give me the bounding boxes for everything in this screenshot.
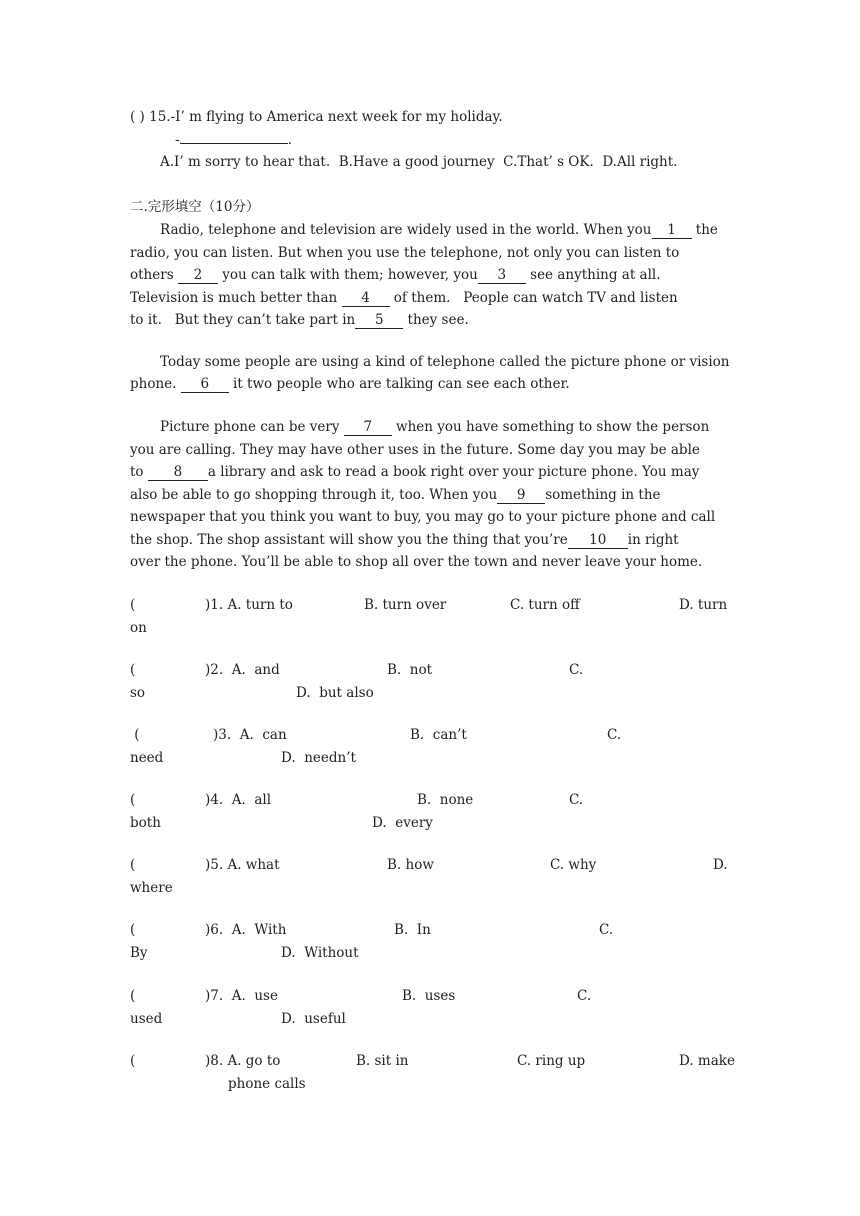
passage-line: you are calling. They may have other uses in the future. Some day you may be able <box>130 442 700 458</box>
question-number: )5. A. what <box>205 857 280 873</box>
passage-line: newspaper that you think you want to buy, you may go to your picture phone and call <box>130 509 716 525</box>
option-d: D. <box>713 857 728 873</box>
question-number: )8. A. go to <box>205 1053 281 1069</box>
passage-line <box>130 266 661 284</box>
answer-paren[interactable]: ( <box>130 662 136 678</box>
question-number: )4. A. all <box>205 792 272 808</box>
blank-6[interactable]: 6 <box>181 377 229 393</box>
q15-stem: ( ) 15.-I’ m flying to America next week for my holiday. <box>130 109 503 125</box>
answer-paren[interactable]: ( <box>130 922 136 938</box>
question-number: )6. A. With <box>205 922 287 938</box>
option-b: B. not <box>387 662 433 678</box>
option-c: C. <box>569 662 584 678</box>
question-number: )2. A. and <box>205 662 280 678</box>
option-b: B. turn over <box>364 597 447 613</box>
option-b: B. sit in <box>356 1053 409 1069</box>
answer-paren[interactable]: ( <box>130 727 140 743</box>
option-d: D. useful <box>281 1011 346 1027</box>
passage-text: phone. <box>130 376 181 392</box>
passage-text: in right <box>627 532 679 548</box>
option-c: C. why <box>550 857 597 873</box>
option-d: D. every <box>372 815 433 831</box>
passage-line: radio, you can listen. But when you use the telephone, not only you can listen to <box>130 245 680 261</box>
passage-text: Radio, telephone and television are widely used in the world. When you <box>160 222 652 238</box>
passage-text: see anything at all. <box>525 267 661 283</box>
passage-text: the <box>691 222 718 238</box>
option-d: D. Without <box>281 945 359 961</box>
option-c: C. ring up <box>517 1053 586 1069</box>
passage-text: Television is much better than <box>130 290 342 306</box>
passage-text: to it. But they can’t take part in <box>130 312 356 328</box>
passage-text: others <box>130 267 178 283</box>
question-number: )3. A. can <box>213 727 287 743</box>
answer-paren[interactable]: ( <box>130 597 136 613</box>
blank-10[interactable]: 10 <box>568 533 628 549</box>
option-b: B. uses <box>402 988 456 1004</box>
passage-line <box>130 289 678 307</box>
option-d: D. but also <box>296 685 374 701</box>
option-wrap: both <box>130 815 161 831</box>
passage-line <box>160 221 718 239</box>
answer-paren[interactable]: ( <box>130 1053 136 1069</box>
blank-7[interactable]: 7 <box>344 420 392 436</box>
option-b: B. none <box>417 792 474 808</box>
blank-4[interactable]: 4 <box>342 291 390 307</box>
passage-line <box>130 375 570 393</box>
option-b: B. In <box>394 922 431 938</box>
q15-reply-line <box>175 131 292 149</box>
passage-line: over the phone. You’ll be able to shop all over the town and never leave your home. <box>130 554 703 570</box>
passage-text: a library and ask to read a book right over your picture phone. You may <box>207 464 700 480</box>
passage-text: something in the <box>545 487 661 503</box>
passage-line <box>130 531 679 549</box>
q15-reply-dash: - <box>175 132 180 148</box>
passage-line <box>160 418 709 436</box>
blank-5[interactable]: 5 <box>355 313 403 329</box>
option-wrap: on <box>130 620 147 636</box>
option-c: C. <box>599 922 614 938</box>
option-wrap: used <box>130 1011 163 1027</box>
passage-text: of them. People can watch TV and listen <box>389 290 678 306</box>
option-d: D. make <box>679 1053 735 1069</box>
blank-2[interactable]: 2 <box>178 268 218 284</box>
option-b: B. can’t <box>410 727 467 743</box>
passage-line <box>130 311 469 329</box>
option-wrap: By <box>130 945 148 961</box>
passage-text: Picture phone can be very <box>160 419 344 435</box>
option-c: C. <box>607 727 622 743</box>
blank-8[interactable]: 8 <box>148 465 208 481</box>
option-wrap: where <box>130 880 173 896</box>
option-wrap: phone calls <box>228 1076 306 1092</box>
answer-paren[interactable]: ( <box>130 988 136 1004</box>
passage-text: to <box>130 464 148 480</box>
answer-paren[interactable]: ( <box>130 792 136 808</box>
passage-text: you can talk with them; however, you <box>217 267 478 283</box>
section-title: 二.完形填空（10分） <box>130 199 260 215</box>
passage-text: they see. <box>403 312 469 328</box>
question-number: )7. A. use <box>205 988 278 1004</box>
q15-reply-end: . <box>287 132 292 148</box>
option-c: C. turn off <box>510 597 580 613</box>
passage-text: when you have something to show the person <box>391 419 710 435</box>
option-c: C. <box>569 792 584 808</box>
passage-text: also be able to go shopping through it, too. When you <box>130 487 498 503</box>
passage-line: Today some people are using a kind of telephone called the picture phone or vision <box>160 354 730 370</box>
passage-text: it two people who are talking can see each other. <box>228 376 570 392</box>
question-number: )1. A. turn to <box>205 597 293 613</box>
passage-line <box>130 486 661 504</box>
option-wrap: need <box>130 750 164 766</box>
answer-paren[interactable]: ( <box>130 857 136 873</box>
option-c: C. <box>577 988 592 1004</box>
q15-answer-blank[interactable] <box>180 143 288 144</box>
option-wrap: so <box>130 685 146 701</box>
blank-3[interactable]: 3 <box>478 268 526 284</box>
passage-text: the shop. The shop assistant will show you the thing that you’re <box>130 532 568 548</box>
q15-options: A.I’ m sorry to hear that. B.Have a good journey C.That’ s OK. D.All right. <box>160 154 678 170</box>
option-d: D. turn <box>679 597 728 613</box>
option-d: D. needn’t <box>281 750 356 766</box>
option-b: B. how <box>387 857 434 873</box>
blank-1[interactable]: 1 <box>652 223 692 239</box>
passage-line <box>130 463 699 481</box>
blank-9[interactable]: 9 <box>497 488 545 504</box>
